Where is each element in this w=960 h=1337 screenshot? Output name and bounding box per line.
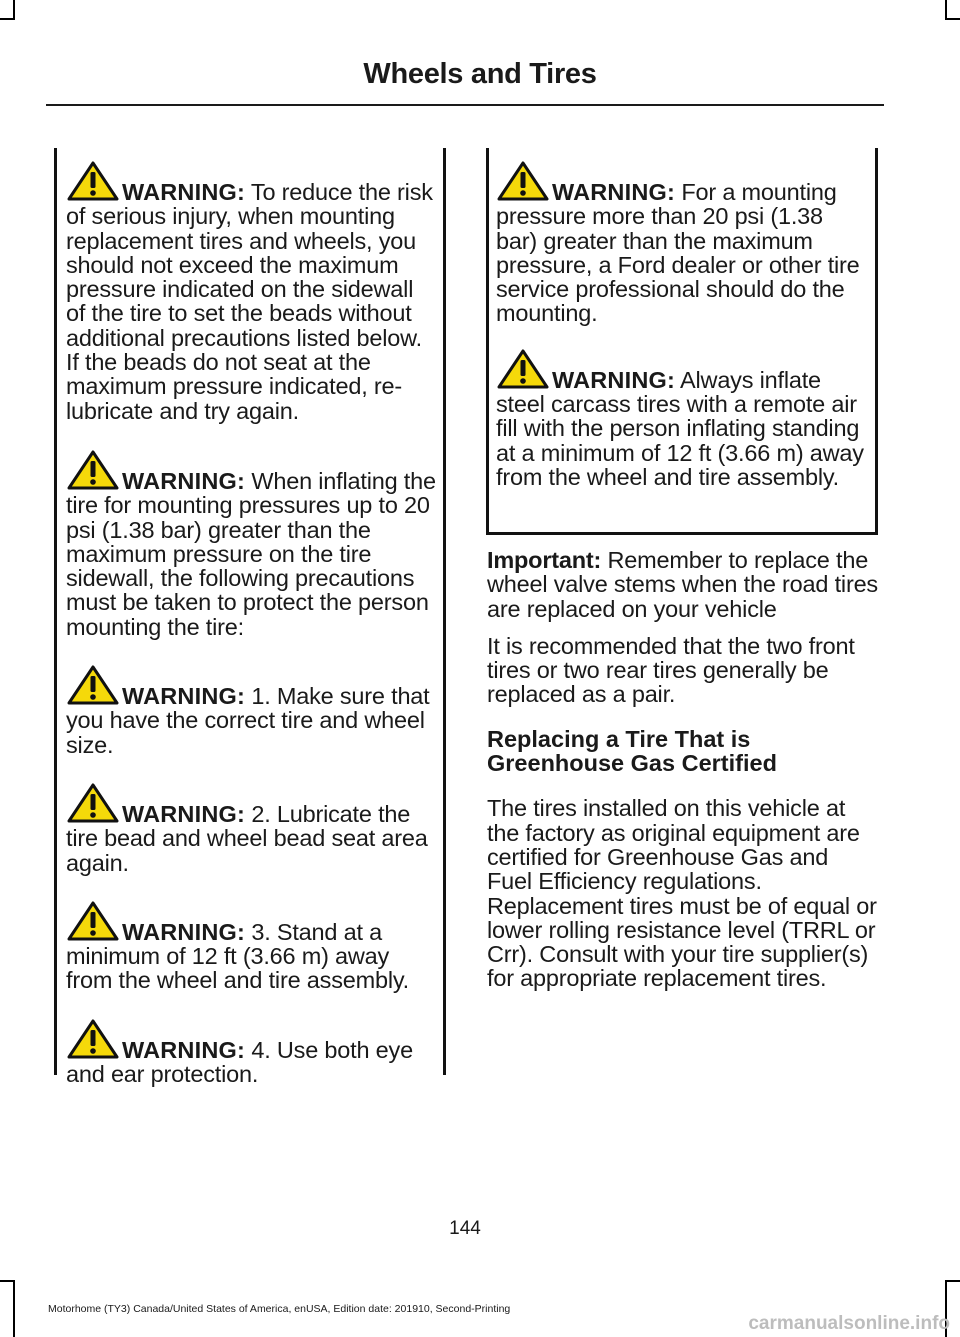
warning-triangle-icon	[66, 1018, 120, 1060]
warning-item: WARNING: Always inflate steel carcass tires with a remote air fill with the person inflating standing at a minimum of 12 ft (3.66 m) away from the wheel and tire assembly.	[496, 348, 868, 489]
important-note: Important: Remember to replace the wheel valve stems when the road tires are replaced on your vehicle	[487, 547, 878, 622]
warning-triangle-icon	[66, 160, 120, 202]
watermark: carmanualsonline.info	[748, 1313, 950, 1334]
crop-mark	[945, 0, 947, 20]
crop-mark	[945, 1280, 960, 1282]
page-number: 144	[449, 1218, 481, 1239]
warning-item: WARNING: 4. Use both eye and ear protection.	[66, 1018, 436, 1087]
warning-triangle-icon	[66, 449, 120, 491]
warning-triangle-icon	[496, 160, 550, 202]
edition-footer: Motorhome (TY3) Canada/United States of America, enUSA, Edition date: 201910, Second-Printing	[48, 1303, 511, 1315]
warning-item: WARNING: For a mounting pressure more than 20 psi (1.38 bar) greater than the maximum pressure, a Ford dealer or other tire service professional should do the mounting.	[496, 160, 868, 326]
paragraph-replace-pair: It is recommended that the two front tires or two rear tires generally be replaced as a pair.	[487, 632, 855, 708]
warning-item: WARNING: 1. Make sure that you have the correct tire and wheel size.	[66, 664, 436, 757]
header-divider	[46, 104, 884, 106]
crop-mark	[945, 18, 960, 20]
warning-item: WARNING: 3. Stand at a minimum of 12 ft (3.66 m) away from the wheel and tire assembly.	[66, 900, 436, 993]
warning-triangle-icon	[496, 348, 550, 390]
crop-mark	[0, 18, 15, 20]
crop-mark	[0, 1280, 15, 1282]
page-title: Wheels and Tires	[363, 58, 597, 90]
crop-mark	[13, 0, 15, 20]
paragraph-ghg: The tires installed on this vehicle at the factory as original equipment are certified for Greenhouse Gas and Fuel Efficiency regulations. Replacement tires must be of equal or lower rolling resistance level (TRRL or Crr). Consult with your tire supplier(s) for appropriate replacement tires.	[487, 795, 877, 992]
warning-item: WARNING: To reduce the risk of serious injury, when mounting replacement tires and wheels, you should not exceed the maximum pressure indicated on the sidewall of the tire to set the beads without additional precautions listed below. If the beads do not seat at the maximum pressure indicated, re-lubricate and try again.	[66, 160, 436, 423]
warning-triangle-icon	[66, 782, 120, 824]
warning-triangle-icon	[66, 900, 120, 942]
important-label: Important:	[487, 547, 602, 573]
warning-box-right	[486, 148, 878, 535]
warning-item: WARNING: When inflating the tire for mounting pressures up to 20 psi (1.38 bar) greater than the maximum pressure on the tire sidewall, the following precautions must be taken to protect the person mounting the tire:	[66, 449, 436, 639]
section-heading: Replacing a Tire That is Greenhouse Gas Certified	[487, 725, 777, 777]
warning-box-left	[54, 148, 446, 1088]
body-column	[487, 548, 879, 1004]
crop-mark	[13, 1280, 15, 1337]
warning-item: WARNING: 2. Lubricate the tire bead and wheel bead seat area again.	[66, 782, 436, 875]
warning-triangle-icon	[66, 664, 120, 706]
